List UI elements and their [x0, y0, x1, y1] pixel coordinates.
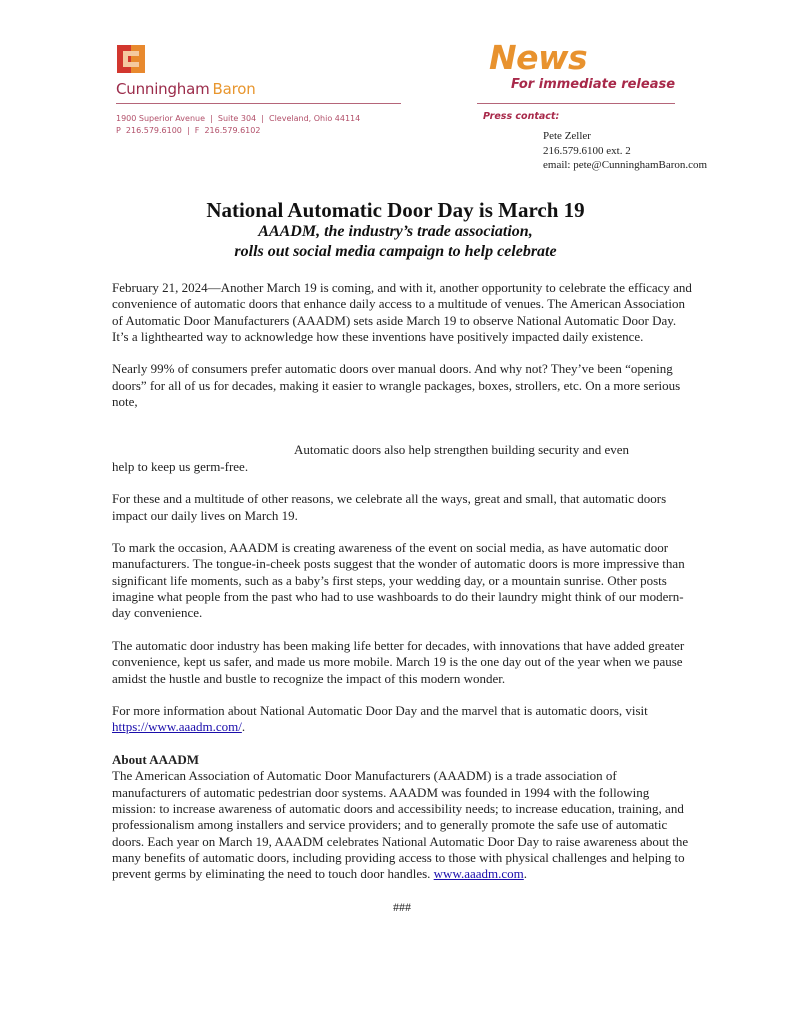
cunningham-baron-logo-icon	[117, 45, 145, 73]
contact-phone: 216.579.6100 ext. 2	[543, 144, 631, 157]
about-text: The American Association of Automatic Door Manufacturers (AAADM) is a trade association of manufacturers of automatic pedestrian door systems. AAADM was founded in 1994 with the following mission: to increase awareness of automatic doors and accessibility needs; to increase education, training, and professionalism among installers and service providers; and to generally promote the safe use of automatic doors. Each year on March 19, AAADM celebrates National Automatic Door Day to raise awareness about the many benefits of automatic doors, including providing access to those with physical challenges and helping to prevent germs by eliminating the need to touch door handles.	[112, 768, 689, 882]
brand-name-part1: Cunningham	[116, 80, 210, 98]
page-subtitle	[0, 222, 791, 262]
paragraph-consumers	[112, 361, 692, 474]
paragraph-consumers-text: Nearly 99% of consumers prefer automatic doors over manual doors. And why not? They’ve been “opening doors” for all of us for decades, making it easier to wrangle packages, boxes, strollers, etc. On a more serious note,	[112, 361, 681, 410]
contact-name: Pete Zeller	[543, 130, 591, 142]
letterhead-divider-left	[116, 103, 401, 104]
subtitle-line-2: rolls out social media campaign to help celebrate	[234, 243, 557, 260]
page-title: National Automatic Door Day is March 19	[206, 198, 585, 222]
end-mark: ###	[393, 899, 411, 914]
press-contact-label: Press contact:	[483, 111, 560, 122]
brand-name	[116, 80, 256, 98]
blank-gap	[112, 410, 692, 442]
address-line: 1900 Superior Avenue | Suite 304 | Cleveland, Ohio 44114	[116, 114, 361, 123]
phone-fax-line: P 216.579.6100 | F 216.579.6102	[116, 126, 261, 135]
more-info-text: For more information about National Automatic Door Day and the marvel that is automatic doors, visit	[112, 703, 648, 719]
paragraph-consumers-security: Automatic doors also help strengthen building security and even	[294, 442, 630, 458]
aaadm-homepage-link[interactable]: www.aaadm.com	[433, 866, 524, 882]
aaadm-website-link[interactable]: https://www.aaadm.com/	[112, 719, 242, 735]
press-release-body	[112, 280, 692, 915]
paragraph-social-media: To mark the occasion, AAADM is creating awareness of the event on social media, as have automatic door manufacturers. The tongue-in-cheek posts suggest that the wonder of automatic doors is more impressive than significant life moments, such as a baby’s first steps, your wedding day, or a mountain sunrise. Other posts imagine what people from the past who had to use washboards to do their laundry might think of our modern-day convenience.	[112, 540, 685, 621]
about-paragraph	[112, 768, 692, 882]
paragraph-intro: February 21, 2024—Another March 19 is coming, and with it, another opportunity to celebrate the efficacy and convenience of automatic doors that enhance daily access to a multitude of venues. The American Association of Automatic Door Manufacturers (AAADM) sets aside March 19 to observe National Automatic Door Day. It’s a lighthearted way to acknowledge how these inventions have positively impacted daily existence.	[112, 280, 692, 344]
paragraph-consumers-end: help to keep us germ-free.	[112, 458, 249, 474]
contact-email[interactable]: email: pete@CunninghamBaron.com	[543, 159, 708, 171]
brand-name-part2: Baron	[212, 80, 256, 98]
more-info-end: .	[241, 719, 246, 735]
news-label: News	[489, 38, 588, 77]
paragraph-more-info	[112, 703, 692, 736]
company-address	[116, 113, 360, 137]
about-end: .	[523, 866, 528, 882]
about-heading: About AAADM	[112, 752, 200, 768]
press-contact-details	[543, 129, 707, 173]
paragraph-reasons: For these and a multitude of other reasons, we celebrate all the ways, great and small, that automatic doors impact our daily lives on March 19.	[112, 491, 667, 523]
subtitle-line-1: AAADM, the industry’s trade association,	[258, 223, 533, 240]
letterhead-divider-right	[477, 103, 675, 104]
paragraph-industry: The automatic door industry has been making life better for decades, with innovations that have added greater convenience, kept us safer, and made us more mobile. March 19 is the one day out of the year when we pause amidst the hustle and bustle to recognize the impact of this modern wonder.	[112, 637, 685, 686]
release-label: For immediate release	[511, 77, 676, 92]
